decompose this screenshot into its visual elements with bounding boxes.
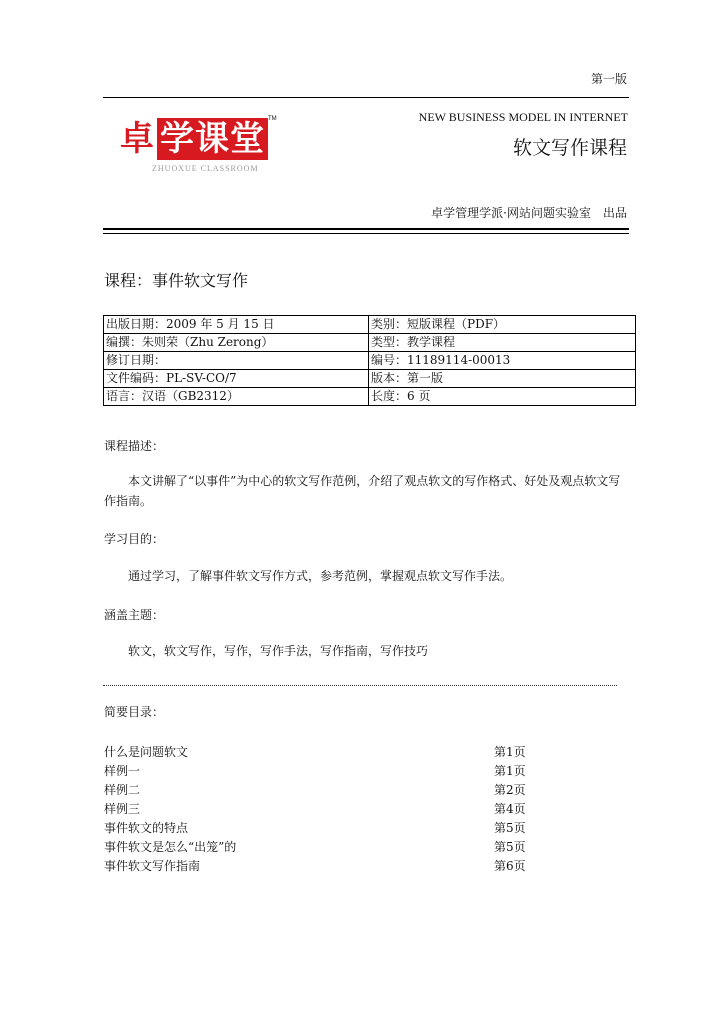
toc-item-title: 事件软文的特点 [104, 821, 189, 835]
toc-item-title: 什么是问题软文 [104, 745, 189, 759]
description-label: 课程描述： [104, 439, 165, 453]
table-cell: 文件编码：PL-SV-CO/7 [104, 370, 369, 388]
toc-item[interactable] [104, 819, 528, 838]
table-row [104, 388, 636, 406]
toc-item-page: 第1页 [494, 764, 526, 778]
edition-label: 第一版 [590, 72, 627, 86]
table-row [104, 370, 636, 388]
table-cell: 出版日期：2009 年 5 月 15 日 [104, 316, 369, 334]
course-info-table [103, 315, 636, 406]
table-cell: 语言：汉语（GB2312） [104, 388, 369, 406]
toc-item[interactable] [104, 781, 528, 800]
goal-label: 学习目的： [104, 532, 165, 546]
table-cell: 类型：教学课程 [369, 334, 636, 352]
table-row [104, 352, 636, 370]
logo-text-en: ZHUOXUE CLASSROOM [152, 164, 259, 173]
table-cell: 长度：6 页 [369, 388, 636, 406]
header-rule [103, 97, 629, 98]
toc-item[interactable] [104, 762, 528, 781]
course-main-title: 软文写作课程 [512, 137, 627, 159]
trademark-mark: TM [268, 116, 277, 122]
table-cell: 编撰：朱则荣（Zhu Zerong） [104, 334, 369, 352]
header-divider-thick [103, 228, 629, 230]
zhuoxue-logo [118, 114, 278, 176]
toc-item[interactable] [104, 800, 528, 819]
toc-item-title: 事件软文写作指南 [104, 859, 201, 873]
table-cell: 类别：短版课程（PDF） [369, 316, 636, 334]
topics-text: 软文，软文写作，写作，写作手法，写作指南，写作技巧 [128, 644, 429, 658]
toc-item-title: 事件软文是怎么“出笼”的 [104, 840, 237, 854]
description-text: 本文讲解了“以事件”为中心的软文写作范例，介绍了观点软文的写作格式、好处及观点软文写作指南。 [104, 474, 621, 508]
toc-item[interactable] [104, 838, 528, 857]
section-divider [103, 685, 617, 686]
toc-item-title: 样例一 [104, 764, 141, 778]
subtitle-en: NEW BUSINESS MODEL IN INTERNET [418, 110, 628, 124]
table-row [104, 334, 636, 352]
toc-item-page: 第5页 [494, 821, 526, 835]
table-cell: 修订日期： [104, 352, 369, 370]
topics-label: 涵盖主题： [104, 608, 165, 622]
logo-text-cn: 卓 学课堂 [120, 118, 268, 160]
header-divider-thin [103, 233, 629, 234]
toc-item[interactable] [104, 857, 528, 876]
table-of-contents [104, 743, 528, 876]
toc-item[interactable] [104, 743, 528, 762]
table-row [104, 316, 636, 334]
course-title: 课程：事件软文写作 [104, 271, 249, 290]
toc-item-page: 第4页 [494, 802, 526, 816]
toc-item-page: 第2页 [494, 783, 526, 797]
toc-item-page: 第6页 [494, 859, 526, 873]
toc-item-title: 样例三 [104, 802, 141, 816]
toc-label: 简要目录： [104, 705, 165, 719]
table-cell: 版本：第一版 [369, 370, 636, 388]
table-cell: 编号：11189114-00013 [369, 352, 636, 370]
toc-item-page: 第5页 [494, 840, 526, 854]
publisher-line: 卓学管理学派·网站问题实验室 出品 [431, 206, 627, 220]
toc-item-title: 样例二 [104, 783, 141, 797]
goal-text: 通过学习，了解事件软文写作方式，参考范例，掌握观点软文写作手法。 [128, 569, 513, 583]
toc-item-page: 第1页 [494, 745, 526, 759]
